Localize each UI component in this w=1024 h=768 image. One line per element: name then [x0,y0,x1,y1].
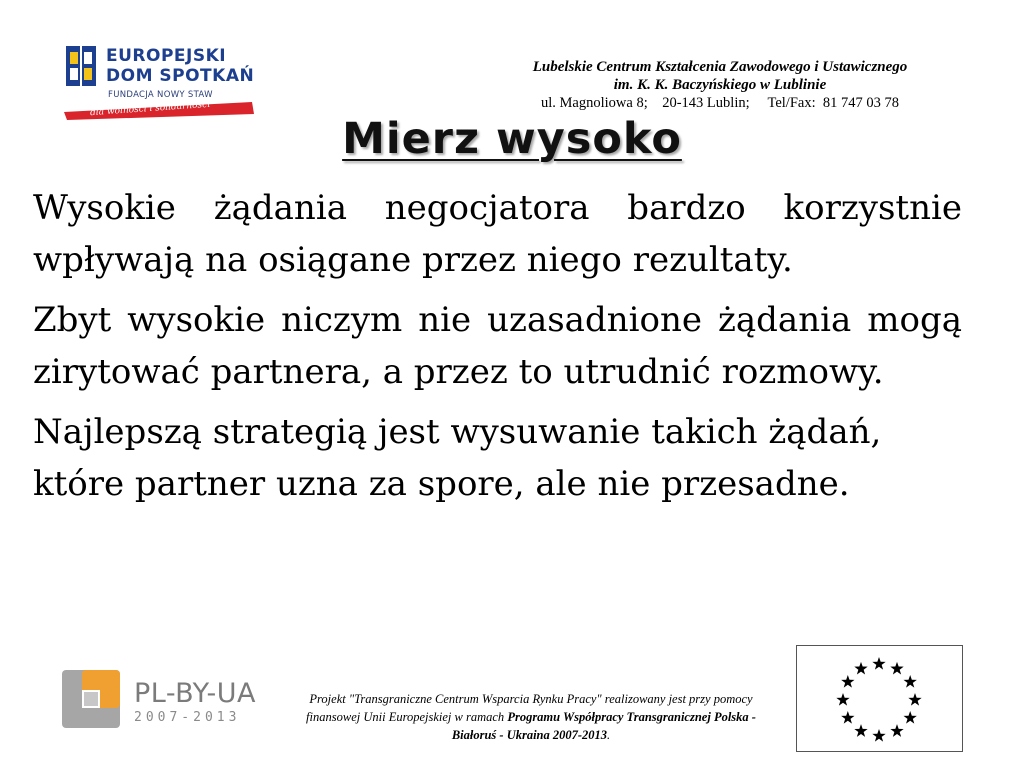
pl-by-ua-logo-years: 2007-2013 [134,710,241,725]
footer-text-part1: Projekt "Transgraniczne Centrum Wsparcia Rynku Pracy" realizowany jest przy pomocy finansowej Unii Europejskiej w ramach [306,692,753,724]
eu-star [890,662,903,675]
eu-star [890,724,903,737]
slide-title: Mierz wysoko [342,114,682,164]
slide-body [33,182,962,518]
paragraph-1: Wysokie żądania negocjatora bardzo korzystnie wpływają na osiągane przez niego rezultaty. [33,188,962,280]
pl-by-ua-emblem-icon [62,670,120,728]
europejski-dom-spotkan-logo [62,42,262,122]
header-address [470,58,970,112]
header-institution-name: Lubelskie Centrum Kształcenia Zawodowego i Ustawicznego [532,59,908,75]
eu-star [841,675,854,688]
eu-star [841,711,854,724]
header-contact-line: ul. Magnoliowa 8; 20-143 Lublin; Tel/Fax: 81 747 03 78 [541,95,899,111]
edsp-logo-line1: EUROPEJSKI [106,46,227,66]
eu-star [854,724,867,737]
paragraph-2: Zbyt wysokie niczym nie uzasadnione żądania mogą zirytować partnera, a przez to utrudnić rozmowy. [33,300,962,392]
eu-star [872,729,885,742]
pl-by-ua-logo-name: PL-BY-UA [134,678,256,709]
edsp-logo-line2: DOM SPOTKAŃ [106,66,255,86]
eu-star [872,657,885,670]
eu-star [904,675,917,688]
paragraph-3: Najlepszą strategią jest wysuwanie takich żądań, które partner uzna za spore, ale nie przesadne. [33,412,882,504]
eu-star [904,711,917,724]
header-institution-patron: im. K. K. Baczyńskiego w Lublinie [613,77,827,93]
eu-star [854,662,867,675]
eu-star [908,693,921,706]
footer-project-text [292,690,770,744]
pl-by-ua-logo [62,668,262,732]
edsp-logo-line3: FUNDACJA NOWY STAW [108,90,213,100]
eu-flag [796,645,963,752]
eu-stars-icon [797,646,962,751]
footer-text-program: Programu Współpracy Transgranicznej Polska - Białoruś - Ukraina 2007-2013 [451,710,756,742]
footer-text-end: . [607,728,611,742]
eu-star [836,693,849,706]
edsp-emblem-icon [64,44,100,90]
edsp-banner-text: dla wolności i solidarności [89,99,211,119]
